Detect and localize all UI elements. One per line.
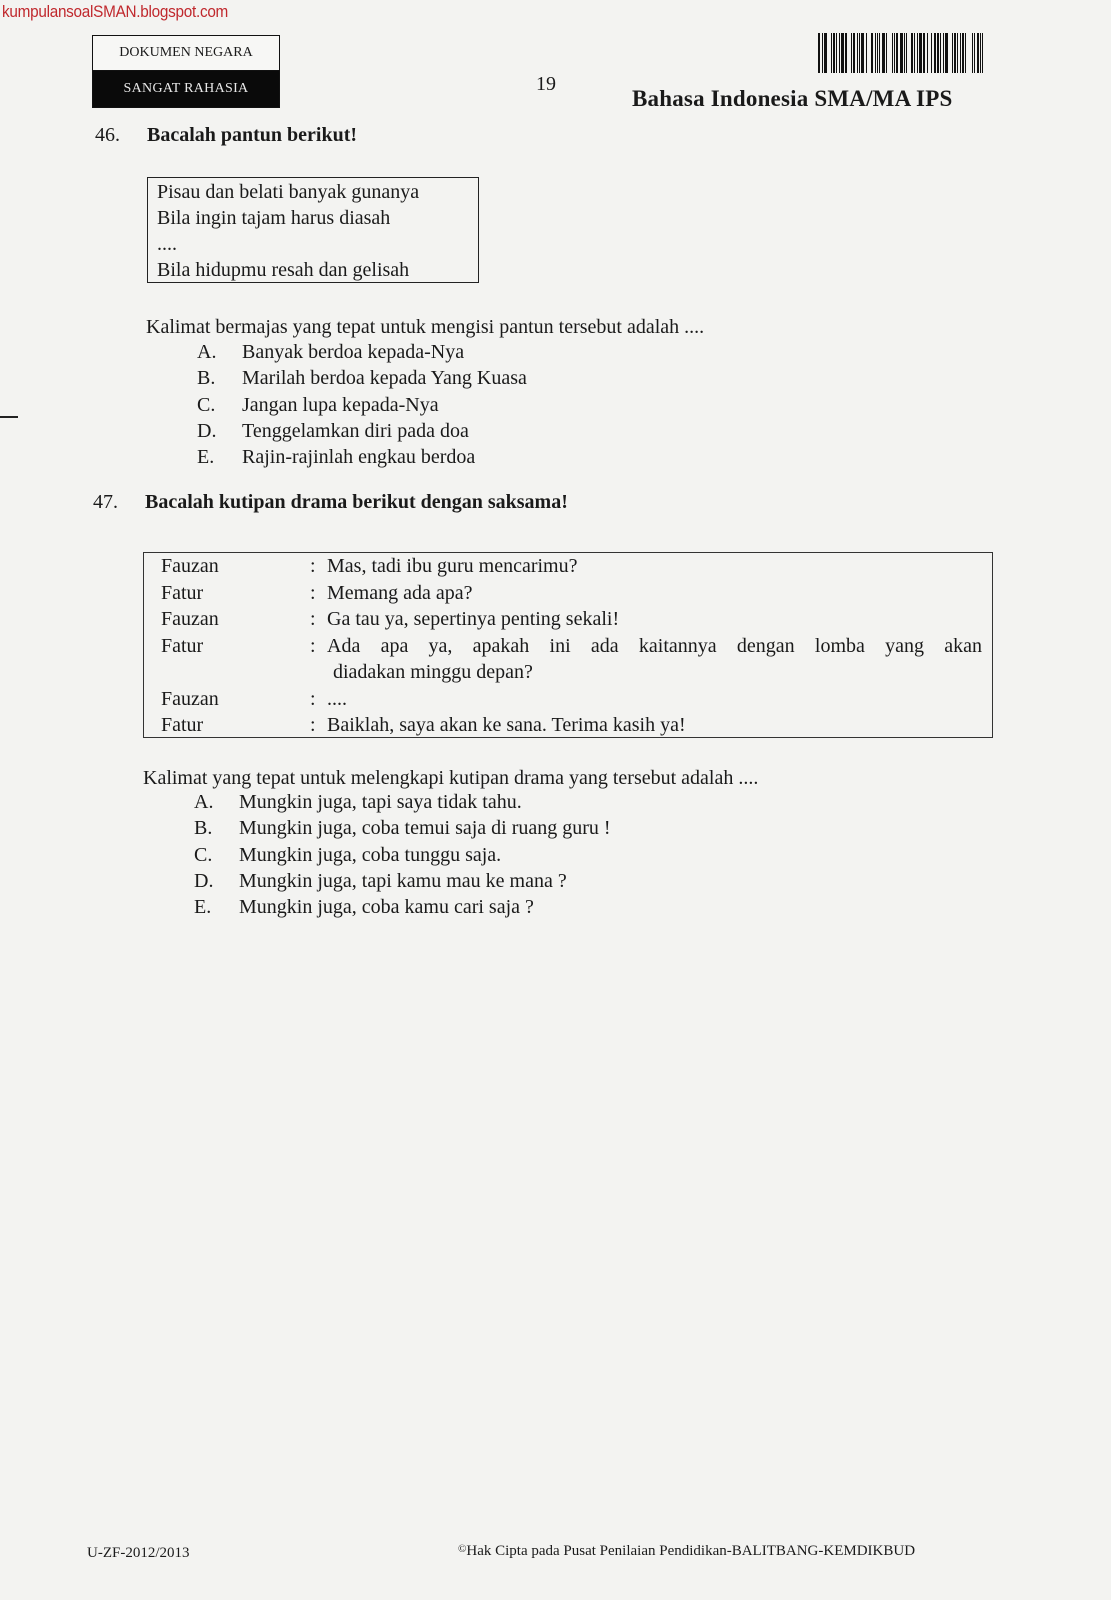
barcode-icon <box>818 33 1004 73</box>
option-c[interactable]: C. Mungkin juga, coba tunggu saja. <box>194 843 502 866</box>
dialogue-line: Fauzan : Ga tau ya, sepertinya penting sekali! <box>161 606 982 633</box>
option-d[interactable]: D. Tenggelamkan diri pada doa <box>197 419 469 442</box>
subject-title: Bahasa Indonesia SMA/MA IPS <box>632 86 953 111</box>
option-e[interactable]: E. Mungkin juga, coba kamu cari saja ? <box>194 896 534 919</box>
question-number: 46. <box>95 124 120 146</box>
copyright-symbol: © <box>458 1543 467 1555</box>
question-46-prompt: Kalimat bermajas yang tepat untuk mengisi pantun tersebut adalah .... <box>146 316 705 338</box>
option-a[interactable]: A. Banyak berdoa kepada-Nya <box>197 341 465 363</box>
copyright-notice: ©Hak Cipta pada Pusat Penilaian Pendidikan-BALITBANG-KEMDIKBUD <box>458 1543 916 1559</box>
document-classification-box <box>92 35 280 108</box>
dialogue-line: Fauzan : Mas, tadi ibu guru mencarimu? <box>161 553 982 580</box>
speaker: Fatur <box>161 581 204 604</box>
margin-mark <box>0 416 18 418</box>
speaker: Fauzan <box>161 687 219 710</box>
question-47-heading <box>93 491 568 514</box>
page-number: 19 <box>536 73 556 95</box>
question-46-options <box>197 341 527 472</box>
speaker: Fauzan <box>161 555 219 577</box>
speaker: Fauzan <box>161 608 219 630</box>
dialogue-text: Ada apa ya, apakah ini ada kaitannya dengan lomba yang akan <box>327 634 982 657</box>
option-a[interactable]: A. Mungkin juga, tapi saya tidak tahu. <box>194 791 522 813</box>
question-47-prompt: Kalimat yang tepat untuk melengkapi kutipan drama yang tersebut adalah .... <box>143 767 759 789</box>
dialogue-continuation: diadakan minggu depan? <box>333 661 533 683</box>
dialogue-line: Fauzan : .... <box>161 686 982 713</box>
watermark-url: kumpulansoalSMAN.blogspot.com <box>2 2 229 21</box>
dialogue-text: Mas, tadi ibu guru mencarimu? <box>327 555 578 577</box>
pantun-line: Pisau dan belati banyak gunanya <box>157 181 420 203</box>
option-b[interactable]: B. Marilah berdoa kepada Yang Kuasa <box>197 367 527 390</box>
dialogue-text: Ga tau ya, sepertinya penting sekali! <box>327 608 620 630</box>
pantun-line: Bila hidupmu resah dan gelisah <box>157 259 410 281</box>
dialogue-text-blank: .... <box>327 687 347 710</box>
speaker: Fatur <box>161 714 204 736</box>
drama-dialogue-box <box>143 552 993 738</box>
option-c[interactable]: C. Jangan lupa kepada-Nya <box>197 393 439 416</box>
question-number: 47. <box>93 491 118 513</box>
dialogue-line: Fatur : Memang ada apa? <box>161 580 982 607</box>
option-d[interactable]: D. Mungkin juga, tapi kamu mau ke mana ? <box>194 869 567 892</box>
option-b[interactable]: B. Mungkin juga, coba temui saja di ruang guru ! <box>194 817 611 840</box>
pantun-line-blank: .... <box>157 233 177 255</box>
exam-code: U-ZF-2012/2013 <box>87 1545 190 1561</box>
question-47-options <box>194 791 611 922</box>
dialogue-line: Fatur : Baiklah, saya akan ke sana. Terima kasih ya! <box>161 712 982 739</box>
question-46-heading <box>95 124 357 147</box>
pantun-box <box>147 177 479 283</box>
pantun-line: Bila ingin tajam harus diasah <box>157 207 391 229</box>
option-e[interactable]: E. Rajin-rajinlah engkau berdoa <box>197 446 476 469</box>
doc-label-top: DOKUMEN NEGARA <box>93 36 279 71</box>
question-instruction: Bacalah pantun berikut! <box>147 124 358 146</box>
doc-label-bottom: SANGAT RAHASIA <box>93 71 279 107</box>
dialogue-text: Memang ada apa? <box>327 581 473 604</box>
speaker: Fatur <box>161 634 204 657</box>
question-instruction: Bacalah kutipan drama berikut dengan saksama! <box>145 491 568 513</box>
dialogue-line: Fatur : Ada apa ya, apakah ini ada kaitannya dengan lomba yang akan <box>161 633 982 660</box>
dialogue-text: Baiklah, saya akan ke sana. Terima kasih ya! <box>327 714 686 736</box>
